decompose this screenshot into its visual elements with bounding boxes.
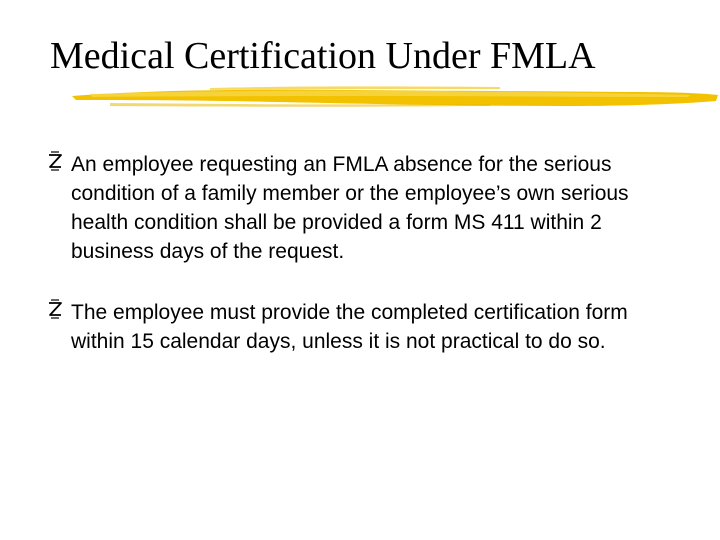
slide-title: Medical Certification Under FMLA	[50, 35, 596, 77]
z-bullet-icon	[46, 299, 64, 319]
bullet-item	[46, 150, 686, 266]
bullet-text: An employee requesting an FMLA absence for the serious condition of a family member or the employee’s own serious health condition shall be provided a form MS 411 within 2 business days of the request.	[71, 153, 629, 263]
bullet-list	[46, 150, 686, 388]
bullet-item	[46, 298, 686, 356]
bullet-text: The employee must provide the completed certification form within 15 calendar days, unless it is not practical to do so.	[71, 301, 628, 353]
title-underline-brushstroke	[70, 82, 720, 114]
z-bullet-icon	[46, 151, 64, 171]
